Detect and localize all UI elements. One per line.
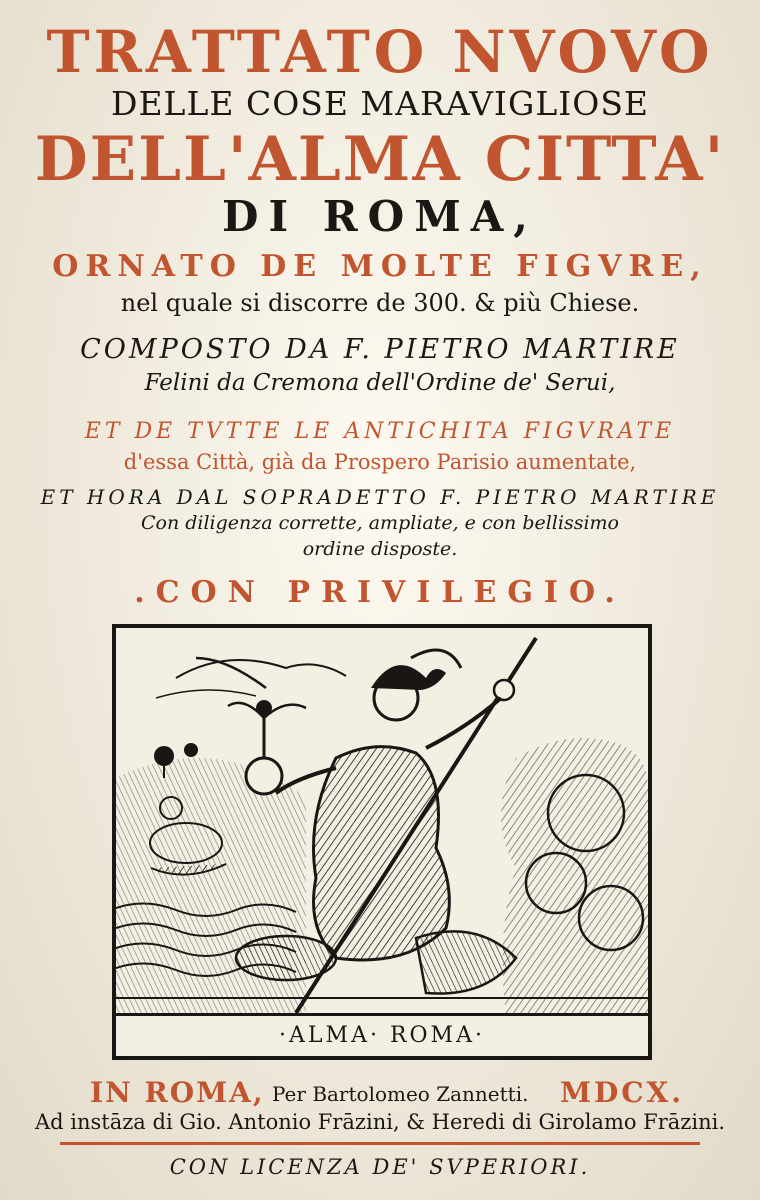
antiquities-detail-line: d'essa Città, già da Prospero Parisio aumentate, [123, 450, 637, 474]
imprint-year: MDCX. [560, 1076, 685, 1109]
privilege-line: .CON PRIVILEGIO. [134, 575, 626, 610]
revision-detail-line-2: ordine disposte. [302, 538, 458, 560]
title-line-6: nel quale si discorre de 300. & più Chiese. [120, 289, 640, 317]
revision-detail-line: Con diligenza corrette, ampliate, e con bellissimo [140, 512, 619, 534]
imprint-line [0, 1076, 760, 1108]
author-detail-line: Felini da Cremona dell'Ordine de' Serui, [144, 370, 616, 396]
author-line: COMPOSTO DA F. PIETRO MARTIRE [80, 334, 680, 365]
woodcut-roma-figure [116, 628, 648, 1016]
title-line-1: TRATTATO NVOVO [46, 18, 714, 86]
divider-rule [60, 1142, 700, 1145]
title-line-5: ORNATO DE MOLTE FIGVRE, [52, 249, 708, 284]
imprint-place: IN ROMA, [90, 1076, 265, 1109]
title-line-4: DI ROMA, [222, 192, 538, 241]
imprint-publisher: Ad instāza di Gio. Antonio Frāzini, & Heredi di Girolamo Frāzini. [34, 1110, 726, 1134]
woodcut-caption: ·ALMA· ROMA· [116, 1013, 648, 1056]
woodcut-illustration [112, 624, 652, 1060]
revision-line: ET HORA DAL SOPRADETTO F. PIETRO MARTIRE [40, 485, 720, 509]
title-line-2: DELLE COSE MARAVIGLIOSE [110, 84, 650, 123]
antiquities-line: ET DE TVTTE LE ANTICHITA FIGVRATE [84, 419, 676, 444]
license-line: CON LICENZA DE' SVPERIORI. [169, 1155, 591, 1179]
imprint-printer: Per Bartolomeo Zannetti. [272, 1082, 529, 1106]
title-line-3: DELL'ALMA CITTA' [34, 124, 726, 195]
